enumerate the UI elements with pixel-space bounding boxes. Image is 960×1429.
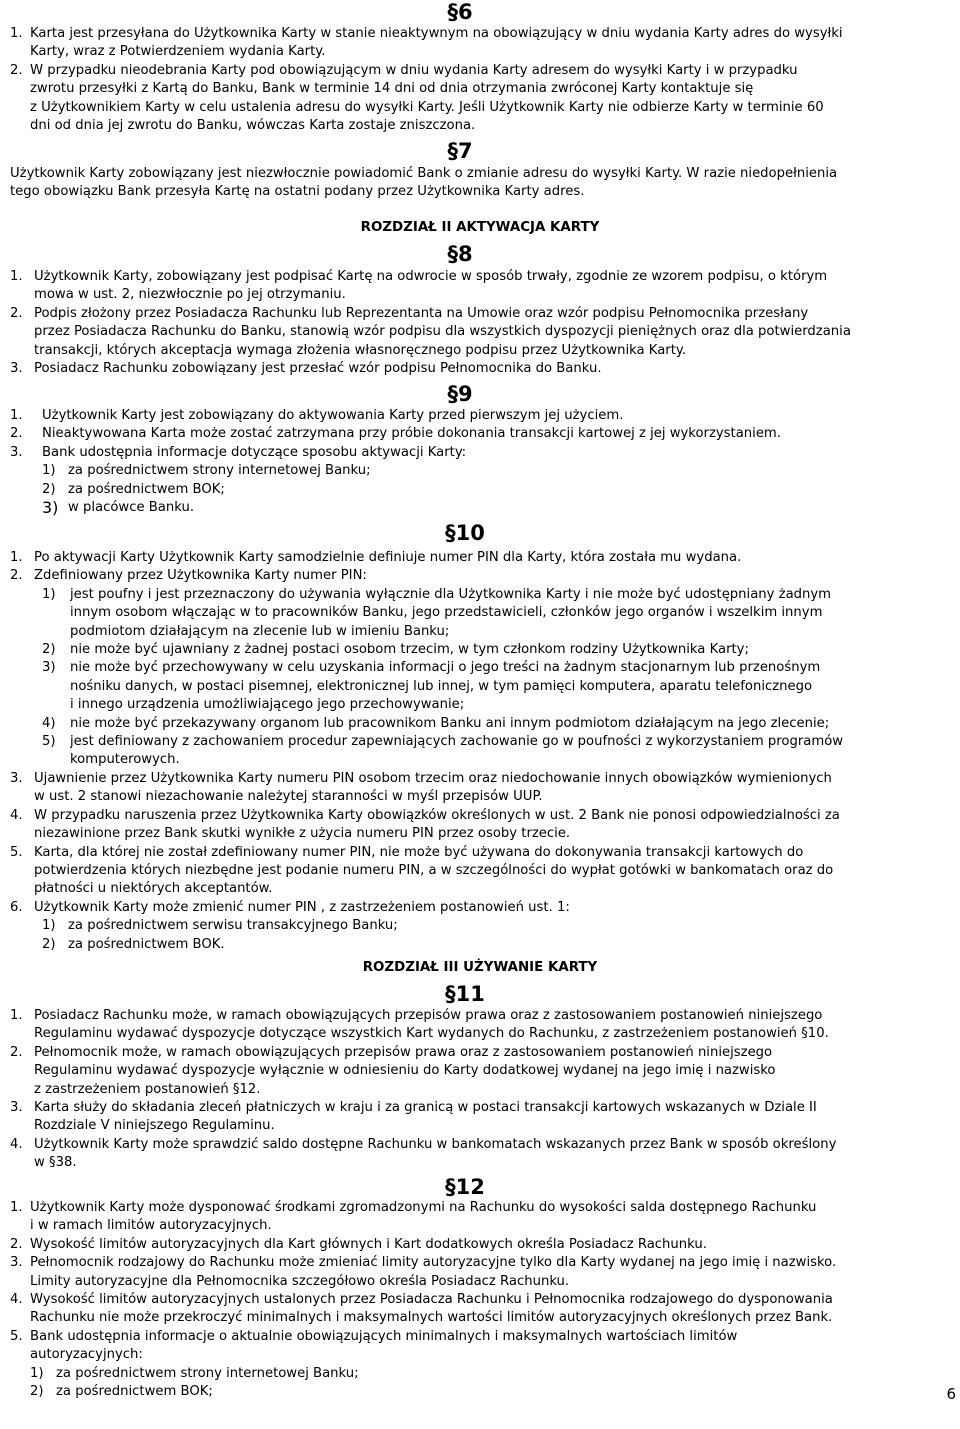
paragraph <box>10 425 946 443</box>
text-line: W przypadku nieodebrania Karty pod obowiązującym w dniu wydania Karty adresem do wysyłki Karty i w przypadku <box>30 62 798 78</box>
section-10-heading: §10 <box>445 521 485 545</box>
paragraph <box>10 25 946 62</box>
section-12-body <box>10 1199 946 1401</box>
text-line: Karta służy do składania zleceń płatniczych w kraju i za granicą w postaci transakcji kartowych wskazanych w Dziale II <box>34 1100 817 1116</box>
text-line: Nieaktywowana Karta może zostać zatrzymana przy próbie dokonania transakcji kartowej z jej wykorzystaniem. <box>42 426 781 442</box>
sub-item-number: 2) <box>42 481 56 497</box>
paragraph <box>10 1291 946 1328</box>
page-number: 6 <box>946 1385 956 1403</box>
paragraph <box>10 549 946 567</box>
paragraph-number: 2. <box>10 426 23 442</box>
text-line: przez Posiadacza Rachunku do Banku, stanowią wzór podpisu dla wszystkich dyspozycji pieniężnych oraz dla potwierdzania <box>34 324 851 340</box>
text-line: Karty, wraz z Potwierdzeniem wydania Karty. <box>30 44 326 60</box>
sub-item <box>10 481 946 499</box>
section-12-heading: §12 <box>445 1175 485 1199</box>
paragraph-text <box>30 1254 946 1291</box>
paragraph-text <box>34 1136 946 1173</box>
text-line: Użytkownik Karty może dysponować środkami zgromadzonymi na Rachunku do wysokości salda dostępnego Rachunku <box>30 1200 817 1215</box>
paragraph-number: 3. <box>10 361 23 377</box>
paragraph <box>10 899 946 917</box>
text-line: z zastrzeżeniem postanowień §12. <box>34 1081 261 1097</box>
text-line: dni od dnia jej zwrotu do Banku, wówczas Karta zostaje zniszczona. <box>30 118 476 134</box>
paragraph-number: 1. <box>10 269 23 284</box>
text-line: w §38. <box>34 1155 77 1171</box>
sub-item-text <box>70 641 946 659</box>
text-line: Ujawnienie przez Użytkownika Karty numeru PIN osobom trzecim oraz niedochowanie innych obowiązków wymienionych <box>34 770 832 786</box>
paragraph-number: 4. <box>10 807 23 823</box>
section-6-body <box>10 25 946 135</box>
text-line: nośniku danych, w postaci pisemnej, elektronicznej lub innej, w tym pamięci komputera, aparatu telefonicznego <box>70 678 813 694</box>
paragraph-number: 6. <box>10 899 23 915</box>
paragraph <box>10 1328 946 1365</box>
paragraph-text <box>42 444 946 462</box>
paragraph-text <box>34 567 946 585</box>
paragraph-text <box>34 899 946 917</box>
text-line: płatności u niektórych akceptantów. <box>34 881 273 897</box>
paragraph <box>10 1236 946 1254</box>
sub-item-number: 1) <box>42 463 56 479</box>
paragraph <box>10 1099 946 1136</box>
paragraph-number: 1. <box>10 408 23 423</box>
paragraph-number: 2. <box>10 305 23 321</box>
text-line: tego obowiązku Bank przesyła Kartę na ostatni podany przez Użytkownika Karty adres. <box>10 184 585 200</box>
paragraph-number: 3. <box>10 1255 23 1271</box>
paragraph-text <box>30 1291 946 1328</box>
paragraph-text <box>42 425 946 443</box>
sub-item-text <box>70 586 946 641</box>
text-line: transakcji, których akceptacja wymaga złożenia własnoręcznego podpisu przez Użytkownika Karty. <box>34 342 687 358</box>
section-10-body <box>10 549 946 954</box>
sub-item-text <box>70 659 946 714</box>
text-line: nie może być przechowywany w celu uzyskania informacji o jego treści na żadnym stacjonarnym lub przenośnym <box>70 660 821 676</box>
text-line: Zdefiniowany przez Użytkownika Karty numer PIN: <box>34 568 367 584</box>
text-line: potwierdzenia których niezbędne jest podanie numeru PIN, a w szczególności do wypłat gotówki w bankomatach oraz do <box>34 862 834 878</box>
paragraph-number: 3. <box>10 444 23 460</box>
section-9-heading: §9 <box>447 382 473 406</box>
section-8-body <box>10 268 946 378</box>
sub-item-number: 2) <box>42 642 56 658</box>
section-7-body <box>10 165 946 202</box>
text-line: z Użytkownikiem Karty w celu ustalenia adresu do wysyłki Karty. Jeśli Użytkownik Karty nie odbierze Karty w terminie 60 <box>30 99 824 115</box>
text-line: Bank udostępnia informacje dotyczące sposobu aktywacji Karty: <box>42 444 467 460</box>
text-line: i innego urządzenia umożliwiającego jego przechowywanie; <box>70 697 465 713</box>
paragraph <box>10 268 946 305</box>
text-line: w ust. 2 stanowi niezachowanie należytej staranności w myśl przepisów UUP. <box>34 789 543 805</box>
paragraph-text <box>42 407 946 425</box>
paragraph-text <box>34 305 946 360</box>
paragraph-text <box>34 770 946 807</box>
sub-item-number: 1) <box>42 586 56 602</box>
text-line: za pośrednictwem BOK; <box>56 1384 213 1400</box>
paragraph <box>10 807 946 844</box>
paragraph <box>10 1254 946 1291</box>
paragraph-text <box>30 1199 946 1236</box>
paragraph <box>10 407 946 425</box>
paragraph-number: 1. <box>10 1200 23 1215</box>
paragraph-text <box>30 62 946 136</box>
sub-item <box>10 936 946 954</box>
text-line: niezawinione przez Bank skutki wynikłe z użycia numeru PIN przez osoby trzecie. <box>34 826 571 842</box>
paragraph <box>10 567 946 585</box>
text-line: autoryzacyjnych: <box>30 1347 143 1363</box>
text-line: W przypadku naruszenia przez Użytkownika Karty obowiązków określonych w ust. 2 Bank nie ponosi odpowiedzialności za <box>34 807 840 823</box>
paragraph <box>10 305 946 360</box>
chapter-2-title: ROZDZIAŁ II AKTYWACJA KARTY <box>360 220 600 235</box>
text-line: za pośrednictwem strony internetowej Banku; <box>68 463 371 479</box>
text-line: za pośrednictwem BOK. <box>68 936 225 952</box>
text-line: Posiadacz Rachunku zobowiązany jest przesłać wzór podpisu Pełnomocnika do Banku. <box>34 361 602 377</box>
text-line: jest definiowany z zachowaniem procedur zapewniających zachowanie go w poufności z wykorzystaniem programów <box>70 734 844 750</box>
paragraph-text <box>30 1328 946 1365</box>
sub-item-text <box>68 462 946 480</box>
paragraph-number: 2. <box>10 568 23 584</box>
text-line: innym osobom włączając w to pracowników Banku, jego przedstawicieli, członków jego organów i wszelkim innym <box>70 605 823 621</box>
paragraph <box>10 844 946 899</box>
section-8-heading: §8 <box>447 242 473 266</box>
sub-item-number: 5) <box>42 734 56 750</box>
sub-item-number: 1) <box>30 1365 44 1381</box>
text-line: Rachunku nie może przekroczyć minimalnych i maksymalnych wartości limitów autoryzacyjnych określonych przez Bank. <box>30 1310 833 1326</box>
sub-item <box>10 462 946 480</box>
text-line: Pełnomocnik może, w ramach obowiązujących przepisów prawa oraz z zastosowaniem postanowień niniejszego <box>34 1044 773 1060</box>
paragraph <box>10 1199 946 1236</box>
paragraph-text <box>30 25 946 62</box>
text-line: Po aktywacji Karty Użytkownik Karty samodzielnie definiuje numer PIN dla Karty, która została mu wydana. <box>34 550 742 565</box>
paragraph-number: 1. <box>10 26 23 41</box>
text-line: Limity autoryzacyjne dla Pełnomocnika szczegółowo określa Posiadacz Rachunku. <box>30 1273 570 1289</box>
sub-item-text <box>70 733 946 770</box>
text-line: Posiadacz Rachunku może, w ramach obowiązujących przepisów prawa oraz z zastosowaniem postanowień niniejszego <box>34 1008 823 1023</box>
paragraph-number: 1. <box>10 550 23 565</box>
paragraph-text <box>30 1236 946 1254</box>
text-line: Użytkownik Karty może sprawdzić saldo dostępne Rachunku w bankomatach wskazanych przez Bank w sposób określony <box>34 1136 837 1152</box>
sub-item <box>10 499 946 517</box>
section-7-heading: §7 <box>447 139 473 163</box>
section-6-heading: §6 <box>447 0 473 24</box>
sub-item <box>10 1383 946 1401</box>
sub-item <box>10 1365 946 1383</box>
sub-item <box>10 641 946 659</box>
paragraph-text <box>34 1007 946 1044</box>
paragraph-text <box>34 1099 946 1136</box>
section-11-body <box>10 1007 946 1173</box>
text-line: zwrotu przesyłki z Kartą do Banku, Bank w terminie 14 dni od dnia otrzymania zwróconej Karty kontaktuje się <box>30 81 754 97</box>
sub-item-text <box>56 1365 946 1383</box>
sub-item-text <box>56 1383 946 1401</box>
text-line: Wysokość limitów autoryzacyjnych ustalonych przez Posiadacza Rachunku i Pełnomocnika rodzajowego do dysponowania <box>30 1292 833 1308</box>
text-line: za pośrednictwem strony internetowej Banku; <box>56 1365 359 1381</box>
text-line: komputerowych. <box>70 752 180 768</box>
text-line: nie może być przekazywany organom lub pracownikom Banku ani innym podmiotom działającym na jego zlecenie; <box>70 715 830 731</box>
text-line: za pośrednictwem BOK; <box>68 481 225 497</box>
paragraph-text <box>34 807 946 844</box>
sub-item <box>10 659 946 714</box>
text-line: nie może być ujawniany z żadnej postaci osobom trzecim, w tym członkom rodziny Użytkownika Karty; <box>70 642 749 658</box>
sub-item <box>10 733 946 770</box>
text-line: i w ramach limitów autoryzacyjnych. <box>30 1218 272 1234</box>
section-9-body <box>10 407 946 517</box>
paragraph <box>10 62 946 136</box>
sub-item-text <box>68 917 946 935</box>
text-line: Regulaminu wydawać dyspozycje wyłącznie w odniesieniu do Karty dodatkowej wydanej na jego imię i nazwisko <box>34 1063 776 1079</box>
sub-item-number: 4) <box>42 715 56 731</box>
paragraph-text <box>34 844 946 899</box>
paragraph-text <box>34 268 946 305</box>
paragraph <box>10 360 946 378</box>
sub-item-number: 1) <box>42 918 56 934</box>
text-line: Wysokość limitów autoryzacyjnych dla Kart głównych i Kart dodatkowych określa Posiadacz Rachunku. <box>30 1236 707 1252</box>
sub-item <box>10 586 946 641</box>
paragraph <box>10 1044 946 1099</box>
text-line: Użytkownik Karty jest zobowiązany do aktywowania Karty przed pierwszym jej użyciem. <box>42 408 624 423</box>
paragraph-text <box>34 360 946 378</box>
paragraph-text <box>34 1044 946 1099</box>
paragraph-number: 2. <box>10 62 23 78</box>
paragraph-number: 2. <box>10 1044 23 1060</box>
sub-item-text <box>68 936 946 954</box>
text-line: Karta, dla której nie został zdefiniowany numer PIN, nie może być używana do dokonywania transakcji kartowych do <box>34 844 804 860</box>
sub-item-number: 3) <box>42 498 59 518</box>
text-line: Bank udostępnia informacje o aktualnie obowiązujących minimalnych i maksymalnych wartościach limitów <box>30 1328 738 1344</box>
paragraph-text <box>34 549 946 567</box>
text-line: jest poufny i jest przeznaczony do używania wyłącznie dla Użytkownika Karty i nie może być udostępniany żadnym <box>70 586 832 602</box>
paragraph <box>10 770 946 807</box>
text-line: Użytkownik Karty zobowiązany jest niezwłocznie powiadomić Bank o zmianie adresu do wysyłki Karty. W razie niedopełnienia <box>10 166 838 181</box>
paragraph <box>10 1136 946 1173</box>
text-line: Pełnomocnik rodzajowy do Rachunku może zmieniać limity autoryzacyjne tylko dla Karty wydanej na jego imię i nazwisko. <box>30 1255 837 1271</box>
text-line: Rozdziale V niniejszego Regulaminu. <box>34 1118 275 1134</box>
text-line: Użytkownik Karty może zmienić numer PIN , z zastrzeżeniem postanowień ust. 1: <box>34 899 570 915</box>
text-line: mowa w ust. 2, niezwłocznie po jej otrzymaniu. <box>34 287 346 303</box>
sub-item <box>10 917 946 935</box>
paragraph-number: 3. <box>10 1100 23 1116</box>
text-line: w placówce Banku. <box>68 500 195 516</box>
sub-item-number: 2) <box>42 936 56 952</box>
sub-item <box>10 715 946 733</box>
sub-item-text <box>68 499 946 517</box>
paragraph-number: 5. <box>10 1328 23 1344</box>
sub-item-text <box>70 715 946 733</box>
text-line: za pośrednictwem serwisu transakcyjnego Banku; <box>68 918 398 934</box>
paragraph-number: 1. <box>10 1008 23 1023</box>
paragraph-number: 4. <box>10 1136 23 1152</box>
sub-item-text <box>68 481 946 499</box>
chapter-3-title: ROZDZIAŁ III UŻYWANIE KARTY <box>362 960 598 975</box>
sub-item-number: 3) <box>42 660 56 676</box>
text-line: Karta jest przesyłana do Użytkownika Karty w stanie nieaktywnym na obowiązujący w dniu wydania Karty adres do wysyłki <box>30 26 843 41</box>
section-11-heading: §11 <box>445 982 485 1006</box>
paragraph <box>10 1007 946 1044</box>
paragraph-number: 3. <box>10 770 23 786</box>
paragraph-number: 5. <box>10 844 23 860</box>
paragraph <box>10 444 946 462</box>
text-line: Regulaminu wydawać dyspozycje dotyczące wszystkich Kart wydanych do Rachunku, z zastrzeżeniem postanowień §10. <box>34 1026 829 1042</box>
text-line: Użytkownik Karty, zobowiązany jest podpisać Kartę na odwrocie w sposób trwały, zgodnie ze wzorem podpisu, o którym <box>34 269 828 284</box>
text-line: Podpis złożony przez Posiadacza Rachunku lub Reprezentanta na Umowie oraz wzór podpisu Pełnomocnika przesłany <box>34 305 809 321</box>
paragraph-number: 2. <box>10 1236 23 1252</box>
paragraph-number: 4. <box>10 1292 23 1308</box>
text-line: podmiotom działającym na zlecenie lub w imieniu Banku; <box>70 623 450 639</box>
sub-item-number: 2) <box>30 1384 44 1400</box>
